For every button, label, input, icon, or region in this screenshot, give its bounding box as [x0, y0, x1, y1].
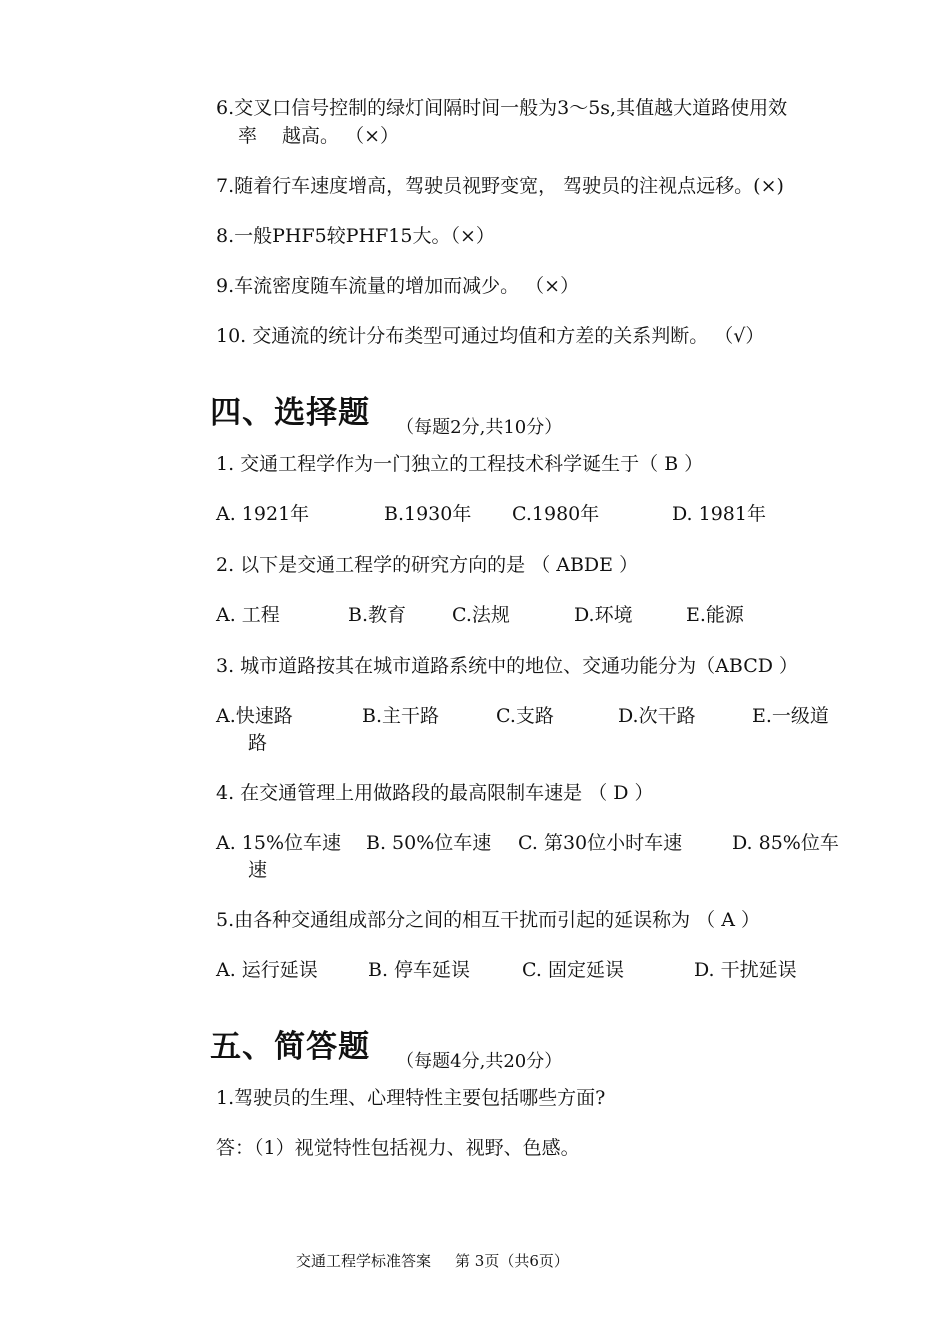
option: D. 1981年 — [672, 503, 766, 525]
mc-options-5 — [216, 956, 856, 984]
mc-options-3 — [216, 702, 856, 730]
short-answer-text: 答：（1）视觉特性包括视力、视野、色感。 — [216, 1137, 580, 1159]
section-note: （每题4分,共20分） — [396, 1051, 563, 1072]
tf-item-8: 8.一般PHF5较PHF15大。（×） — [216, 225, 495, 247]
mc-option-wrap-3: 路 — [248, 732, 268, 754]
tf-item-9: 9.车流密度随车流量的增加而减少。 （×） — [216, 275, 580, 297]
option: B.1930年 — [384, 503, 472, 525]
option: B. 停车延误 — [368, 959, 471, 981]
option: D. 干扰延误 — [694, 959, 797, 981]
option: B.教育 — [348, 604, 407, 626]
mc-option-wrap-4: 速 — [248, 859, 268, 881]
option: A.快速路 — [216, 705, 293, 727]
tf-item-6-line1: 6.交叉口信号控制的绿灯间隔时间一般为3～5s,其值越大道路使用效 — [216, 97, 788, 119]
mc-options-2 — [216, 601, 856, 629]
section-heading-choice — [200, 368, 563, 438]
option: D.环境 — [574, 604, 633, 626]
option: A. 15%位车速 — [216, 832, 342, 854]
option: C. 第30位小时车速 — [518, 832, 683, 854]
tf-item-10: 10. 交通流的统计分布类型可通过均值和方差的关系判断。 （√） — [216, 325, 765, 347]
option: A. 工程 — [216, 604, 280, 626]
mc-question-1: 1. 交通工程学作为一门独立的工程技术科学诞生于（ B ） — [216, 453, 704, 475]
option: D.次干路 — [618, 705, 696, 727]
option: A. 运行延误 — [216, 959, 318, 981]
section-heading-short-answer — [200, 1002, 563, 1072]
option: C.1980年 — [512, 503, 600, 525]
mc-options-1 — [216, 500, 856, 528]
mc-question-4: 4. 在交通管理上用做路段的最高限制车速是 （ D ） — [216, 782, 654, 804]
tf-item-6 — [216, 94, 834, 150]
section-note: （每题2分,共10分） — [396, 417, 563, 438]
mc-question-5: 5.由各种交通组成部分之间的相互干扰而引起的延误称为 （ A ） — [216, 909, 760, 931]
page-number: 第 3页（共6页） — [455, 1252, 569, 1270]
mc-question-3: 3. 城市道路按其在城市道路系统中的地位、交通功能分为（ABCD ） — [216, 655, 799, 677]
option: E.一级道 — [752, 705, 829, 727]
option: C. 固定延误 — [522, 959, 624, 981]
option: D. 85%位车 — [732, 832, 839, 854]
option: B.主干路 — [362, 705, 440, 727]
short-answer-question: 1.驾驶员的生理、心理特性主要包括哪些方面? — [216, 1087, 606, 1109]
section-title: 四、选择题 — [210, 395, 371, 431]
option: B. 50%位车速 — [366, 832, 492, 854]
option: C.法规 — [452, 604, 510, 626]
mc-options-4 — [216, 829, 856, 857]
option: A. 1921年 — [216, 503, 310, 525]
page-footer — [296, 1250, 569, 1272]
option: E.能源 — [686, 604, 744, 626]
tf-item-7: 7.随着行车速度增高，驾驶员视野变宽， 驾驶员的注视点远移。(×) — [216, 175, 784, 197]
option: C.支路 — [496, 705, 554, 727]
section-title: 五、简答题 — [210, 1029, 371, 1065]
mc-question-2: 2. 以下是交通工程学的研究方向的是 （ ABDE ） — [216, 554, 639, 576]
footer-title: 交通工程学标准答案 — [296, 1252, 432, 1270]
tf-item-6-line2: 率 越高。 （×） — [238, 125, 399, 147]
